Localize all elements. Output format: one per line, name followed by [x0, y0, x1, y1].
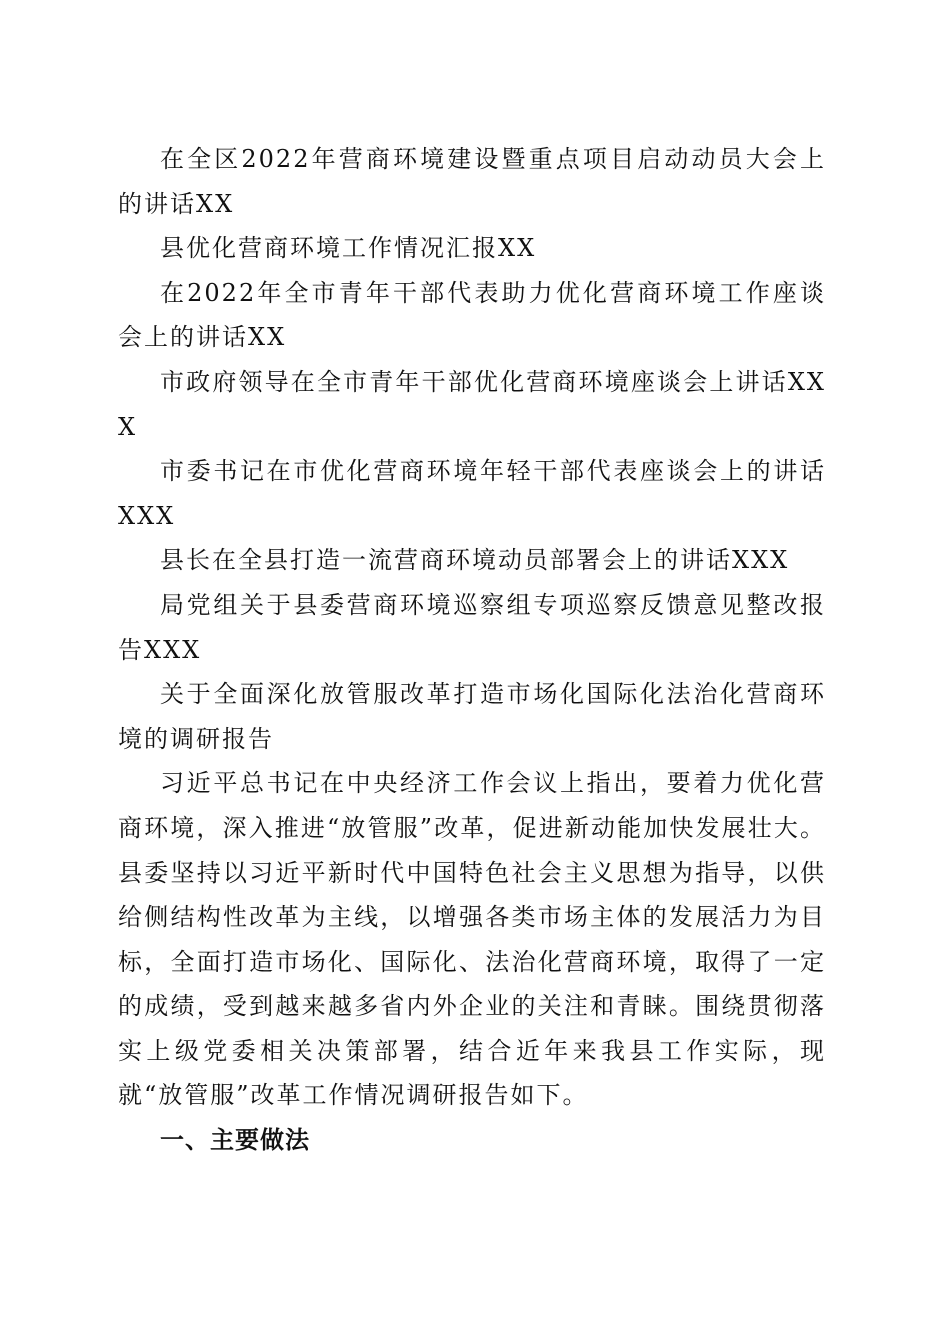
title-line-8: 关于全面深化放管服改革打造市场化国际化法治化营商环境的调研报告: [118, 680, 826, 753]
title-line-6: 县长在全县打造一流营商环境动员部署会上的讲话XXX: [160, 546, 790, 575]
title-line-4: 市政府领导在全市青年干部优化营商环境座谈会上讲话XXX: [118, 367, 826, 441]
section-heading: 一、主要做法: [160, 1126, 310, 1155]
title-line-3: 在2022年全市青年干部代表助力优化营商环境工作座谈会上的讲话XX: [118, 278, 826, 352]
title-line-2: 县优化营商环境工作情况汇报XX: [160, 234, 537, 263]
document-content: [118, 137, 826, 1163]
title-line-1: 在全区2022年营商环境建设暨重点项目启动动员大会上的讲话XX: [118, 145, 826, 218]
title-line-5: 市委书记在市优化营商环境年轻干部代表座谈会上的讲话XXX: [118, 457, 826, 530]
title-line-7: 局党组关于县委营商环境巡察组专项巡察反馈意见整改报告XXX: [118, 590, 826, 664]
body-paragraph: 习近平总书记在中央经济工作会议上指出，要着力优化营商环境，深入推进“放管服”改革，促进新动能加快发展壮大。县委坚持以习近平新时代中国特色社会主义思想为指导，以供给侧结构性改革为主线，以增强各类市场主体的发展活力为目标，全面打造市场化、国际化、法治化营商环境，取得了一定的成绩，受到越来越多省内外企业的关注和青睐。围绕贯彻落实上级党委相关决策部署，结合近年来我县工作实际，现就“放管服”改革工作情况调研报告如下。: [118, 769, 826, 1110]
